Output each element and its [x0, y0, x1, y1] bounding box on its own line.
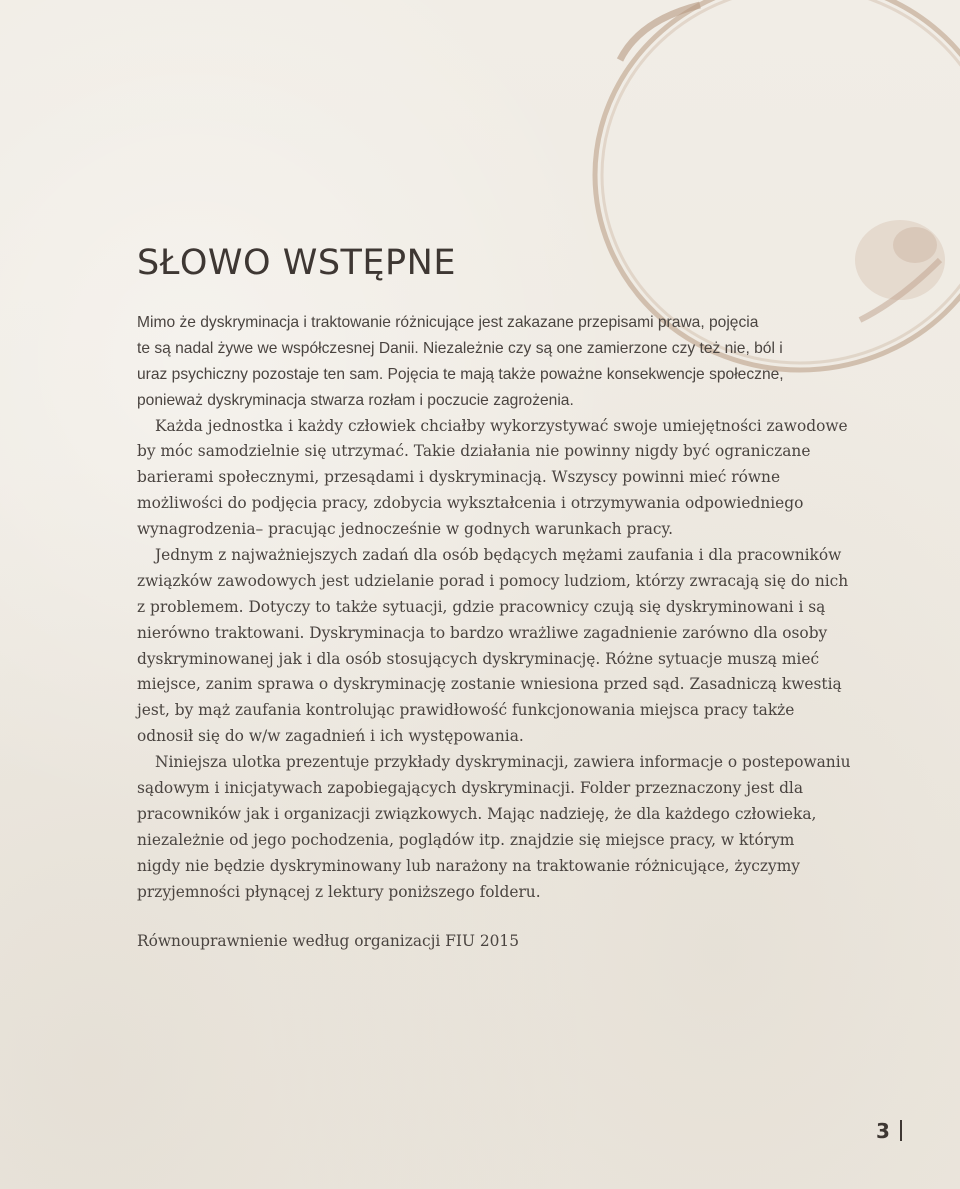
paragraph-line: sądowym i inicjatywach zapobiegających dyskryminacji. Folder przeznaczony jest dla — [137, 779, 804, 798]
paragraph-line: uraz psychiczny pozostaje ten sam. Pojęcia te mają także poważne konsekwencje społeczne, — [137, 365, 784, 383]
page-number: 3 — [876, 1119, 890, 1143]
signature: Równouprawnienie według organizacji FIU 2015 — [137, 932, 520, 951]
paragraph-line: odnosił się do w/w zagadnień i ich występowania. — [137, 727, 524, 746]
paragraph-1 — [137, 310, 837, 414]
paragraph-line: dyskryminowanej jak i dla osób stosujących dyskryminację. Różne sytuacje muszą mieć — [137, 649, 820, 668]
paragraph-line: te są nadal żywe we współczesnej Danii. Niezależnie czy są one zamierzone czy też nie, ból i — [137, 339, 783, 357]
page-title: SŁOWO WSTĘPNE — [137, 243, 456, 283]
paragraph-line: jest, by mąż zaufania kontrolując prawidłowość funkcjonowania miejsca pracy także — [137, 701, 795, 720]
paragraph-line: związków zawodowych jest udzielanie porad i pomocy ludziom, którzy zwracają się do nich — [137, 571, 849, 590]
paragraph-3 — [137, 543, 849, 750]
paragraph-line: nigdy nie będzie dyskryminowany lub narażony na traktowanie różnicujące, życzymy — [137, 856, 800, 875]
paragraph-line: przyjemności płynącej z lektury poniższego folderu. — [137, 882, 541, 901]
paragraph-line: miejsce, zanim sprawa o dyskryminację zostanie wniesiona przed sąd. Zasadniczą kwestią — [137, 675, 842, 694]
paragraph-line: ponieważ dyskryminacja stwarza rozłam i poczucie zagrożenia. — [137, 391, 574, 409]
paragraph-line: możliwości do podjęcia pracy, zdobycia wykształcenia i otrzymywania odpowiedniego — [137, 494, 804, 513]
document-page — [137, 238, 851, 955]
paragraph-2 — [137, 414, 848, 543]
paragraph-line: barierami społecznymi, przesądami i dyskryminacją. Wszyscy powinni mieć równe — [137, 468, 781, 487]
page-number-divider — [900, 1120, 902, 1141]
paragraph-line: nierówno traktowani. Dyskryminacja to bardzo wrażliwe zagadnienie zarówno dla osoby — [137, 623, 828, 642]
paragraph-line: Mimo że dyskryminacja i traktowanie różnicujące jest zakazane przepisami prawa, pojęcia — [137, 314, 759, 331]
paragraph-line: Niniejsza ulotka prezentuje przykłady dyskryminacji, zawiera informacje o postepowaniu — [155, 753, 851, 772]
paragraph-line: Każda jednostka i każdy człowiek chciałby wykorzystywać swoje umiejętności zawodowe — [155, 416, 848, 435]
paragraph-line: wynagrodzenia– pracując jednocześnie w godnych warunkach pracy. — [137, 520, 674, 539]
paragraph-4 — [137, 750, 851, 905]
paragraph-line: z problemem. Dotyczy to także sytuacji, gdzie pracownicy czują się dyskryminowani i są — [137, 597, 826, 616]
paragraph-line: pracowników jak i organizacji związkowych. Mając nadzieję, że dla każdego człowieka, — [137, 804, 817, 823]
paragraph-line: Jednym z najważniejszych zadań dla osób będących mężami zaufania i dla pracowników — [155, 546, 842, 565]
paragraph-line: niezależnie od jego pochodzenia, poglądów itp. znajdzie się miejsce pracy, w którym — [137, 830, 795, 849]
paragraph-line: by móc samodzielnie się utrzymać. Takie działania nie powinny nigdy być ograniczane — [137, 442, 811, 461]
